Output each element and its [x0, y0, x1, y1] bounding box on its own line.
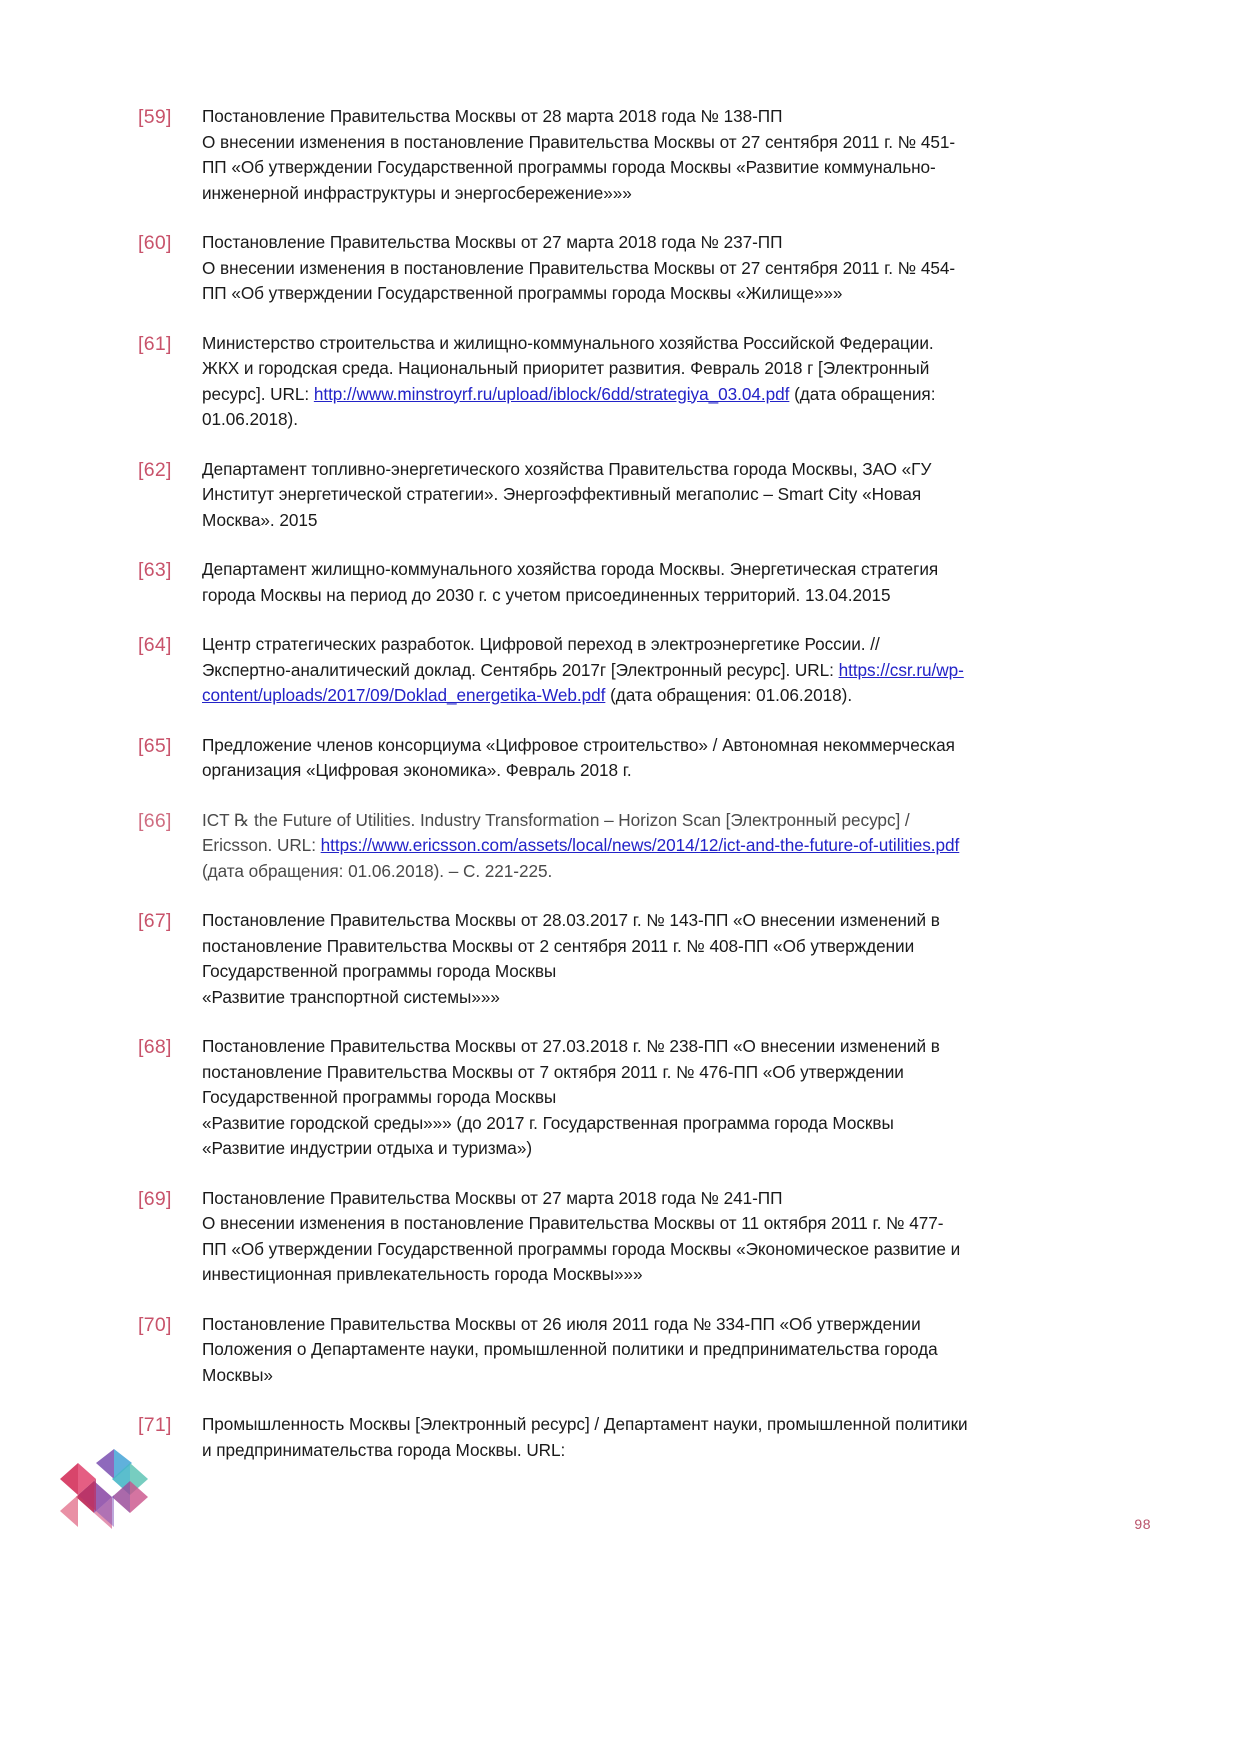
reference-text-after-link: (дата обращения: 01.06.2018). – С. 221-225. — [202, 860, 553, 881]
reference-line: «Развитие транспортной системы»»» — [202, 986, 500, 1007]
reference-number: [67] — [138, 910, 172, 932]
reference-number: [59] — [138, 106, 172, 128]
reference-text — [202, 908, 968, 1010]
reference-text — [202, 457, 968, 534]
reference-number: [63] — [138, 559, 172, 581]
reference-url-link[interactable]: https://www.ericsson.com/assets/local/news/2014/12/ict-and-the-future-of-utilities.pdf — [320, 835, 960, 855]
reference-number: [65] — [138, 734, 172, 757]
reference-text — [202, 104, 968, 206]
reference-number: [61] — [138, 332, 172, 355]
reference-line: Постановление Правительства Москвы от 27 марта 2018 года № 237-ПП — [202, 232, 783, 252]
reference-line: О внесении изменения в постановление Правительства Москвы от 11 октября 2011 г. № 477-ПП «Об утверждении Государственной программы города Москвы «Экономическое развитие и инвестиционная привлекательность города Москвы»»» — [202, 1213, 961, 1284]
reference-line: Департамент топливно-энергетического хозяйства Правительства города Москвы, ЗАО «ГУ Институт энергетической стратегии». Энергоэффективный мегаполис – Smart City «Новая Москва». 2015 — [202, 458, 932, 530]
reference-text — [202, 808, 968, 885]
reference-item — [138, 808, 968, 885]
reference-item — [138, 557, 968, 608]
reference-item — [138, 1312, 968, 1389]
reference-line: Предложение членов консорциума «Цифровое строительство» / Автономная некоммерческая организация «Цифровая экономика». Февраль 2018 г. — [202, 734, 955, 780]
reference-text — [202, 1186, 968, 1288]
reference-number: [62] — [138, 458, 172, 481]
reference-text-before-link: Центр стратегических разработок. Цифровой переход в электроэнергетике России. //Экспертно-аналитический доклад. Сентябрь 2017г [Электронный ресурс]. URL: — [202, 634, 880, 680]
reference-item — [138, 1034, 968, 1162]
reference-item — [138, 908, 968, 1010]
reference-text — [202, 1412, 968, 1463]
reference-line: Департамент жилищно-коммунального хозяйства города Москвы. Энергетическая стратегия города Москвы на период до 2030 г. с учетом присоединенных территорий. 13.04.2015 — [202, 559, 939, 605]
reference-text — [202, 1034, 968, 1162]
reference-line: Постановление Правительства Москвы от 26 июля 2011 года № 334-ПП «Об утверждении Положения о Департаменте науки, промышленной политики и предпринимательства города Москвы» — [202, 1313, 938, 1385]
reference-list — [138, 104, 968, 1487]
reference-url-link[interactable]: https://csr.ru/wp-content/uploads/2017/09/Doklad_energetika-Web.pdf — [202, 659, 964, 705]
reference-text-before-link: ICT ℞ the Future of Utilities. Industry Transformation – Horizon Scan [Электронный ресурс] / Ericsson. URL: — [202, 809, 910, 855]
reference-line: Постановление Правительства Москвы от 27 марта 2018 года № 241-ПП — [202, 1187, 783, 1208]
page-number: 98 — [1134, 1516, 1151, 1532]
reference-item — [138, 457, 968, 534]
reference-text — [202, 733, 968, 784]
reference-line: Постановление Правительства Москвы от 27.03.2018 г. № 238-ПП «О внесении изменений в постановление Правительства Москвы от 7 октября 2011 г. № 476-ПП «Об утверждении Государственной программы города Москвы — [202, 1036, 940, 1107]
reference-number: [69] — [138, 1187, 172, 1210]
reference-line: Постановление Правительства Москвы от 28.03.2017 г. № 143-ПП «О внесении изменений в постановление Правительства Москвы от 2 сентября 2011 г. № 408-ПП «Об утверждении Государственной программы города Москвы — [202, 910, 940, 981]
reference-text-after-link: (дата обращения: 01.06.2018). — [202, 383, 936, 429]
reference-line: О внесении изменения в постановление Правительства Москвы от 27 сентября 2011 г. № 451-ПП «Об утверждении Государственной программы города Москвы «Развитие коммунально-инженерной инфраструктуры и энергосбережение»»» — [202, 131, 956, 203]
reference-line: О внесении изменения в постановление Правительства Москвы от 27 сентября 2011 г. № 454-ПП «Об утверждении Государственной программы города Москвы «Жилище»»» — [202, 257, 956, 303]
reference-number: [70] — [138, 1313, 172, 1336]
reference-number: [68] — [138, 1036, 172, 1058]
reference-number: [66] — [138, 809, 172, 832]
reference-item — [138, 733, 968, 784]
reference-url-link[interactable]: http://www.minstroyrf.ru/upload/iblock/6dd/strategiya_03.04.pdf — [313, 383, 790, 404]
reference-line: Постановление Правительства Москвы от 28 марта 2018 года № 138-ПП — [202, 106, 783, 126]
reference-number: [71] — [138, 1414, 172, 1436]
geometric-arrows-logo — [56, 1449, 152, 1539]
reference-text — [202, 331, 968, 433]
reference-text — [202, 557, 968, 608]
reference-text — [202, 1312, 968, 1389]
reference-text — [202, 632, 968, 709]
reference-text-before-link: Министерство строительства и жилищно-коммунального хозяйства Российской Федерации. ЖКХ и городская среда. Национальный приоритет развития. Февраль 2018 г [Электронный ресурс]. URL: — [202, 332, 934, 404]
reference-number: [60] — [138, 232, 172, 254]
reference-text-after-link: (дата обращения: 01.06.2018). — [605, 685, 853, 705]
reference-item — [138, 632, 968, 709]
reference-item — [138, 104, 968, 206]
reference-item — [138, 230, 968, 307]
reference-line: «Развитие городской среды»»» (до 2017 г. Государственная программа города Москвы «Развитие индустрии отдыха и туризма») — [202, 1112, 894, 1158]
reference-text — [202, 230, 968, 307]
reference-number: [64] — [138, 634, 172, 656]
reference-item — [138, 331, 968, 433]
reference-item — [138, 1186, 968, 1288]
reference-line: Промышленность Москвы [Электронный ресурс] / Департамент науки, промышленной политики и предпринимательства города Москвы. URL: — [202, 1414, 968, 1460]
reference-item — [138, 1412, 968, 1463]
